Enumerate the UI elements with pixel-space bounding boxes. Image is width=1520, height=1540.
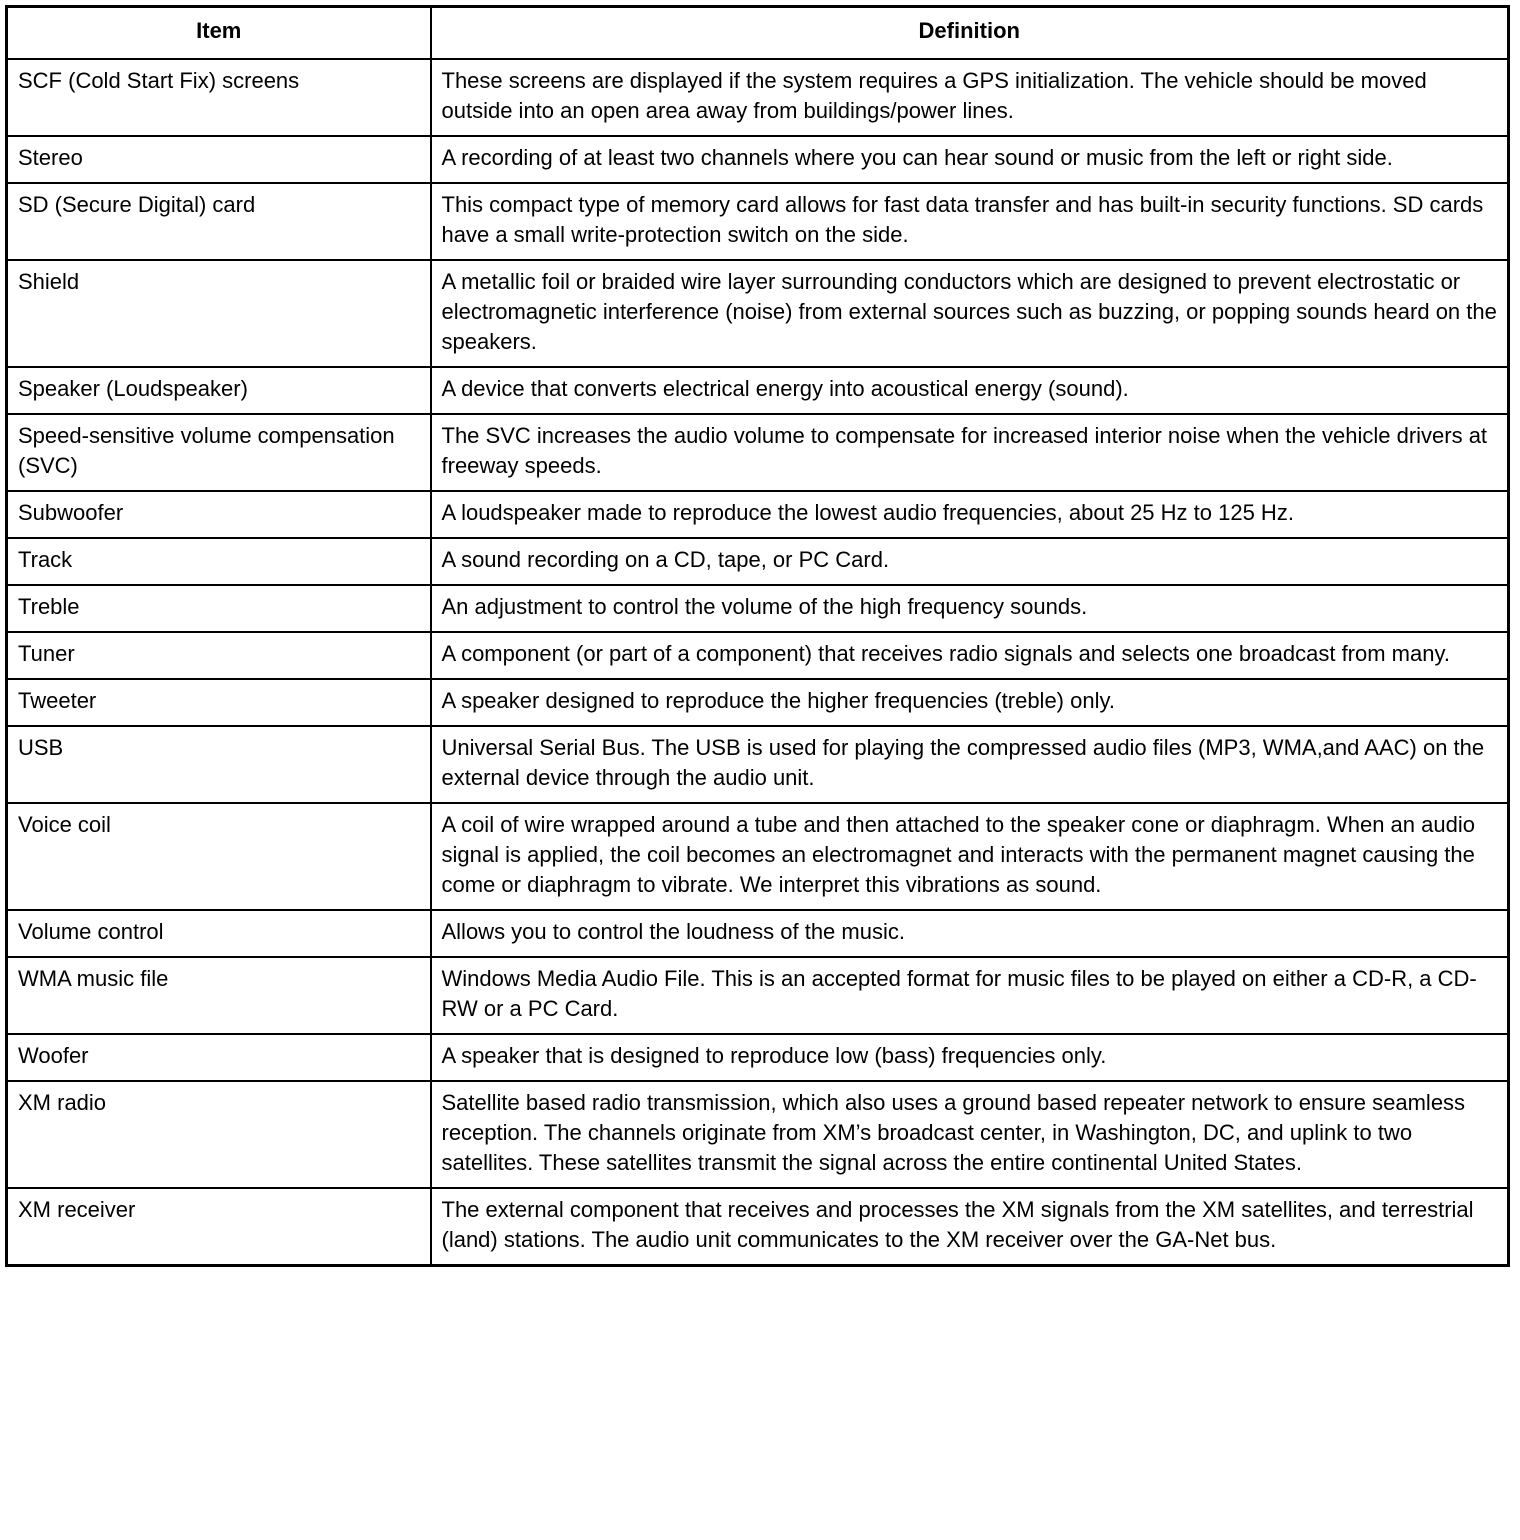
definition-cell: A component (or part of a component) that receives radio signals and selects one broadcast from many. — [431, 632, 1509, 679]
table-row — [7, 260, 1509, 367]
item-cell: Speed-sensitive volume compensation (SVC) — [7, 414, 431, 491]
definition-cell: An adjustment to control the volume of the high frequency sounds. — [431, 585, 1509, 632]
definition-cell: Allows you to control the loudness of the music. — [431, 910, 1509, 957]
definition-cell: A speaker designed to reproduce the higher frequencies (treble) only. — [431, 679, 1509, 726]
item-cell: Speaker (Loudspeaker) — [7, 367, 431, 414]
definition-cell: A speaker that is designed to reproduce low (bass) frequencies only. — [431, 1034, 1509, 1081]
table-row — [7, 632, 1509, 679]
table-row — [7, 1188, 1509, 1266]
definition-cell: A sound recording on a CD, tape, or PC Card. — [431, 538, 1509, 585]
definition-cell: A loudspeaker made to reproduce the lowest audio frequencies, about 25 Hz to 125 Hz. — [431, 491, 1509, 538]
definition-cell: Satellite based radio transmission, which also uses a ground based repeater network to ensure seamless reception. The channels originate from XM’s broadcast center, in Washington, DC, and uplink to two satellites. These satellites transmit the signal across the entire continental United States. — [431, 1081, 1509, 1188]
table-row — [7, 414, 1509, 491]
item-cell: XM receiver — [7, 1188, 431, 1266]
item-cell: Voice coil — [7, 803, 431, 910]
item-cell: Tuner — [7, 632, 431, 679]
item-cell: WMA music file — [7, 957, 431, 1034]
item-cell: Track — [7, 538, 431, 585]
definition-column-header: Definition — [431, 7, 1509, 60]
table-row — [7, 910, 1509, 957]
definition-cell: A metallic foil or braided wire layer surrounding conductors which are designed to prevent electrostatic or electromagnetic interference (noise) from external sources such as buzzing, or popping sounds heard on the speakers. — [431, 260, 1509, 367]
definition-cell: The external component that receives and processes the XM signals from the XM satellites, and terrestrial (land) stations. The audio unit communicates to the XM receiver over the GA-Net bus. — [431, 1188, 1509, 1266]
definition-cell: These screens are displayed if the system requires a GPS initialization. The vehicle should be moved outside into an open area away from buildings/power lines. — [431, 59, 1509, 136]
item-cell: Shield — [7, 260, 431, 367]
table-row — [7, 957, 1509, 1034]
table-row — [7, 491, 1509, 538]
table-row — [7, 59, 1509, 136]
definition-cell: This compact type of memory card allows for fast data transfer and has built-in security functions. SD cards have a small write-protection switch on the side. — [431, 183, 1509, 260]
table-row — [7, 679, 1509, 726]
glossary-table — [5, 5, 1510, 1267]
item-cell: Woofer — [7, 1034, 431, 1081]
definition-cell: The SVC increases the audio volume to compensate for increased interior noise when the vehicle drivers at freeway speeds. — [431, 414, 1509, 491]
table-row — [7, 136, 1509, 183]
item-cell: XM radio — [7, 1081, 431, 1188]
item-cell: USB — [7, 726, 431, 803]
definition-cell: Windows Media Audio File. This is an accepted format for music files to be played on either a CD-R, a CD-RW or a PC Card. — [431, 957, 1509, 1034]
item-cell: Treble — [7, 585, 431, 632]
definition-cell: A recording of at least two channels where you can hear sound or music from the left or right side. — [431, 136, 1509, 183]
item-cell: SCF (Cold Start Fix) screens — [7, 59, 431, 136]
table-row — [7, 367, 1509, 414]
table-row — [7, 1081, 1509, 1188]
item-cell: Tweeter — [7, 679, 431, 726]
table-row — [7, 803, 1509, 910]
item-cell: Stereo — [7, 136, 431, 183]
definition-cell: A device that converts electrical energy into acoustical energy (sound). — [431, 367, 1509, 414]
table-row — [7, 726, 1509, 803]
table-row — [7, 538, 1509, 585]
table-row — [7, 183, 1509, 260]
header-row — [7, 7, 1509, 60]
definition-cell: Universal Serial Bus. The USB is used for playing the compressed audio files (MP3, WMA,and AAC) on the external device through the audio unit. — [431, 726, 1509, 803]
table-row — [7, 585, 1509, 632]
item-cell: Volume control — [7, 910, 431, 957]
table-row — [7, 1034, 1509, 1081]
item-column-header: Item — [7, 7, 431, 60]
item-cell: Subwoofer — [7, 491, 431, 538]
item-cell: SD (Secure Digital) card — [7, 183, 431, 260]
definition-cell: A coil of wire wrapped around a tube and then attached to the speaker cone or diaphragm. When an audio signal is applied, the coil becomes an electromagnet and interacts with the permanent magnet causing the come or diaphragm to vibrate. We interpret this vibrations as sound. — [431, 803, 1509, 910]
